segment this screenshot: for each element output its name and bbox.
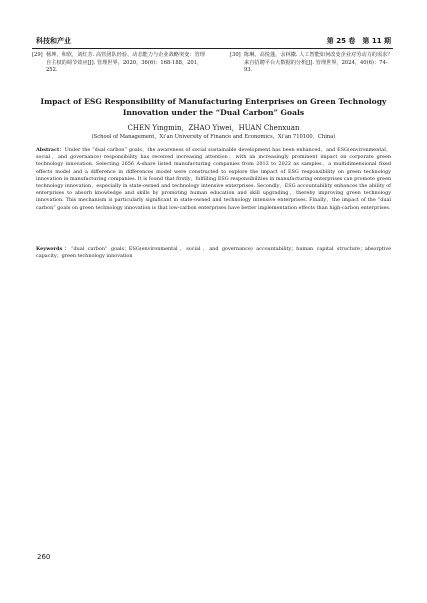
reference-text: 杨坤，和欣，刘红芳. 高管团队经验、动态能力与企业战略突变：管理自主权的调节效应[J]. 管理世界，2020，36(6)：168-188，201，252. <box>46 52 205 74</box>
affiliation: (School of Management，Xi’an University of Finance and Economics，Xi’an 710100，China) <box>91 134 336 140</box>
keywords-text: “dual carbon” goals；ESG(environmental，social，and governance) accountability；human capital structure；absorptive capacity；green technology innovation <box>36 246 391 260</box>
abstract-label: Abstract： <box>36 147 65 153</box>
reference-item <box>32 52 208 75</box>
keywords <box>36 246 391 260</box>
reference-number: [29] <box>32 52 43 58</box>
abstract-text: Under the “dual carbon” goals，the awareness of social sustainable development has been enhanced，and ESG(environmental，social，and governance) responsibility has received increasing attention，with an increasingly prominent impact on corporate green technology innovation. Selecting 2656 A-share listed manufacturing companies from 2013 to 2022 as samples，a multidimensional fixed effects model and a difference in differences model were constructed to explore the impact of ESG responsibility on green technology innovation in manufacturing companies. It is found that firstly，fulfilling ESG responsibilities in manufacturing enterprises can promote green technology innovation，especially in state-owned and technology intensive enterprises. Secondly，ESG accountability enhances the ability of enterprises to absorb knowledge and skills by promoting human education and skill upgrading，thereby improving green technology innovation. This mechanism is particularly significant in state-owned and technology intensive enterprises. Finally，the impact of the “dual carbon” goals on green technology innovation is that low-carbon enterprises have better implementation effects than high-carbon enterprises. <box>36 147 391 211</box>
paper-title: Impact of ESG Responsibility of Manufacturing Enterprises on Green Technology Innovation under the “Dual Carbon” Goals <box>40 97 387 117</box>
page-number: 260 <box>37 553 51 561</box>
issue-info: 第 25 卷 第 11 期 <box>326 37 391 45</box>
reference-text: 陈琳，高悦蓬，余林徽. 人工智能如何改变企业对劳动力的需求？来自招聘平台大数据的分析[J]. 管理世界，2024，40(6)：74-93. <box>244 52 393 74</box>
journal-name: 科技和产业 <box>36 37 71 45</box>
reference-item <box>230 52 394 75</box>
keywords-label: Keywords： <box>36 246 72 252</box>
reference-number: [30] <box>230 52 241 58</box>
authors: CHEN Yingmin，ZHAO Yiwei，HUAN Chenxuan <box>127 124 300 132</box>
abstract <box>36 147 391 212</box>
reference-list <box>32 52 393 86</box>
running-header <box>32 36 393 49</box>
